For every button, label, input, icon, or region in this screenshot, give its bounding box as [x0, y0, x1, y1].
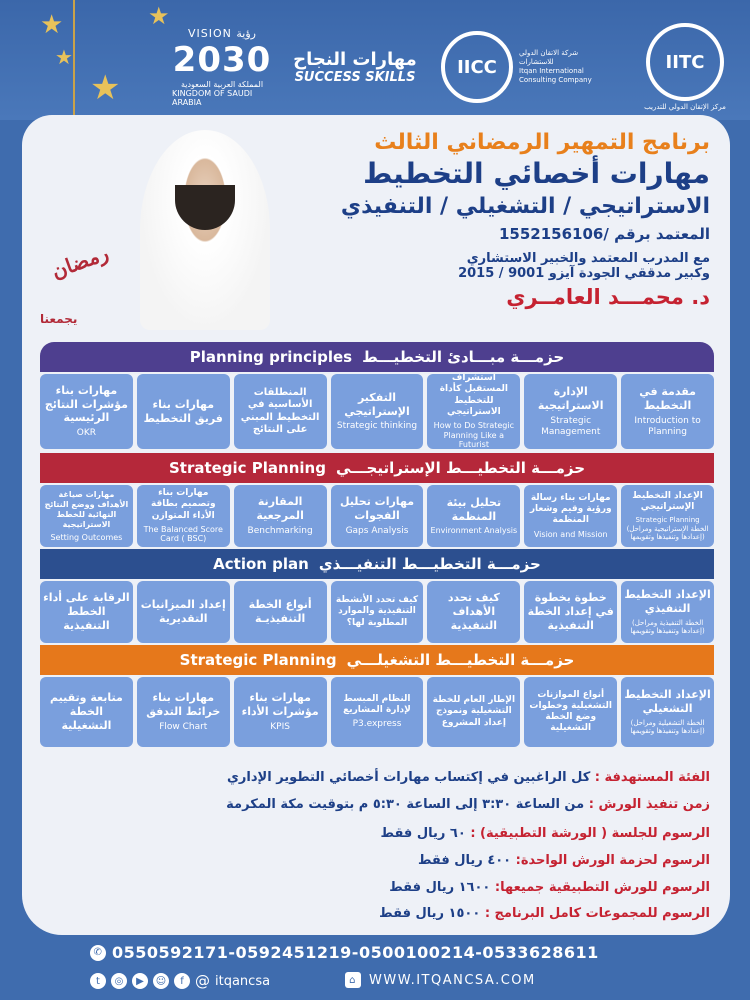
card-title-ar: الإطار العام للخطة التشغيلية ونموذج إعداد المشروع	[432, 695, 516, 728]
card-title-en: Flow Chart	[159, 721, 208, 732]
info-target	[70, 770, 710, 785]
card[interactable]	[427, 485, 520, 547]
info-time	[70, 797, 710, 812]
star-icon: ★	[90, 68, 121, 108]
star-icon: ★	[40, 10, 64, 40]
card[interactable]	[40, 485, 133, 547]
instagram-icon[interactable]: ◎	[111, 973, 127, 989]
card-title-ar: مهارات بناء وتصميم بطاقة الأداء المتوازن	[150, 488, 216, 521]
trainer-qualification: وكبير مدققي الجودة آيزو 9001 / 2015	[458, 266, 710, 281]
section-title-ar: حزمـــة التخطيـــط الإستراتيجـــي	[335, 459, 586, 477]
card-title-ar: أنواع الخطة التنفيذيـة	[248, 598, 312, 625]
card[interactable]	[524, 677, 617, 747]
card[interactable]	[524, 581, 617, 643]
ramadan-calligraphy: رمضان	[48, 240, 112, 284]
section-title-en: Strategic Planning	[179, 651, 337, 669]
section-title-en: Strategic Planning	[168, 459, 326, 477]
card[interactable]	[427, 374, 520, 449]
iitc-logo	[640, 22, 730, 112]
card-title-ar: خطوة بخطوة في إعداد الخطة التنفيذية	[527, 591, 614, 632]
card-title-ar: الإعداد التخطيط التنفيذي	[624, 588, 711, 616]
info-value: ٤٠٠ ريال فقط	[417, 853, 516, 868]
card-title-en: Setting Outcomes	[50, 532, 123, 542]
info-value: كل الراغبين في إكتساب مهارات أخصائي التطوير الإداري	[227, 770, 595, 785]
section-title-ar: حزمـــة التخطيـــط التشغيلـــي	[346, 651, 575, 669]
iitc-name-ar: مركز الإتقان الدولي للتدريب	[644, 103, 726, 111]
card-title-ar: مهارات تحليل الفجوات	[339, 495, 415, 523]
card-title-en: (الخطة التشغيلية ومراحل إعدادها وتنفيذها وتقويمها)	[630, 718, 705, 736]
section-title-ar: حزمـــة التخطيـــط التنفيـــذي	[318, 555, 541, 573]
info-value: ٦٠ ريال فقط	[380, 826, 471, 841]
info-fee-package	[70, 853, 710, 868]
card-title-en: P3.express	[352, 719, 402, 730]
lantern-string	[73, 0, 75, 118]
card-title-ar: مهارات بناء رسالة ورؤية وقيم وشعار المنظمة	[529, 492, 612, 526]
section-title-ar: حزمـــة مبـــادئ التخطيـــط	[362, 348, 565, 366]
card[interactable]	[524, 485, 617, 547]
card-title-en: Strategic thinking	[336, 421, 418, 432]
iicc-emblem: IICC	[441, 31, 513, 103]
info-label: الرسوم للمجموعات كامل البرنامج :	[484, 906, 710, 921]
section-title-en: Planning principles	[189, 348, 353, 366]
info-label: الفئة المستهدفة :	[594, 770, 710, 785]
section-bar-principles	[40, 342, 714, 372]
card[interactable]	[621, 374, 714, 449]
card-title-ar: متابعة وتقييم الخطة التشغيلية	[50, 691, 123, 732]
card[interactable]	[234, 677, 327, 747]
card[interactable]	[331, 485, 424, 547]
iicc-name-en: Itqan International Consulting Company	[519, 67, 592, 85]
twitter-icon[interactable]: t	[90, 973, 106, 989]
success-skills-en: SUCCESS SKILLS	[294, 70, 416, 85]
info-value: ١٥٠٠ ريال فقط	[379, 906, 485, 921]
program-name: برنامج التمهير الرمضاني الثالث	[374, 130, 710, 155]
card-title-ar: المنطلقات الأساسية في التخطيط المبني على النتائج	[240, 386, 320, 435]
vision-label: VISION رؤية	[188, 27, 256, 40]
vision-year: 2030	[172, 40, 272, 80]
card-title-ar: إعداد الميزانيات التقديرية	[140, 598, 226, 625]
card[interactable]	[621, 485, 714, 547]
card-title-ar: تحليل بيئة المنظمة	[446, 495, 502, 523]
card[interactable]	[137, 581, 230, 643]
card[interactable]	[427, 677, 520, 747]
card-title-ar: مهارات صياغة الأهداف ووضع النتائج النهائية للخطط الاستراتيجية	[44, 489, 129, 529]
card-title-en: OKR	[76, 428, 97, 439]
card-title-ar: كيف تحدد الأهداف التنفيذية	[447, 591, 500, 632]
cards-row-strategic	[40, 485, 714, 547]
card-title-ar: الرقابة على أداء الخطط التنفيذية	[43, 591, 130, 632]
vision-2030-logo	[172, 22, 272, 112]
card-title-ar: مهارات بناء فريق التخطيط	[143, 397, 223, 425]
card-title-ar: أنواع الموازنات التشغيلية وخطوات وضع الخطة التشغيلية	[529, 689, 613, 734]
card-title-en: Introduction to Planning	[634, 415, 701, 437]
section-title-en: Action plan	[213, 555, 309, 573]
trainer-photo	[140, 130, 270, 330]
card-title-en: How to Do Strategic Planning Like a Futurist	[433, 421, 515, 449]
website-link[interactable]: WWW.ITQANCSA.COM	[369, 972, 536, 988]
info-value: ١٦٠٠ ريال فقط	[389, 880, 495, 895]
success-skills-logo	[280, 22, 430, 112]
info-fee-session	[70, 826, 710, 841]
card-title-en: Benchmarking	[247, 525, 313, 536]
card-title-ar: الإدارة الاستراتيجية	[537, 385, 604, 413]
social-handles	[90, 972, 270, 990]
card[interactable]	[234, 485, 327, 547]
phone-list[interactable]: 0550592171-0592451219-0500100214-0533628611	[112, 943, 599, 962]
card[interactable]	[137, 374, 230, 449]
card-title-en: The Balanced Score Card ( BSC)	[143, 524, 223, 544]
accreditation-number: المعتمد برقم /1552156106	[499, 225, 710, 243]
card-title-en: Strategic Planning (الخطة الإستراتيجية ومراحل إعدادها وتنفيذها وتقويمها)	[626, 516, 709, 541]
youtube-icon[interactable]: ▶	[132, 973, 148, 989]
card[interactable]	[40, 677, 133, 747]
program-title: مهارات أخصائي التخطيط	[363, 157, 710, 190]
iicc-name-ar: شركة الاتقان الدولي للاستشارات	[519, 48, 579, 66]
cards-row-principles	[40, 374, 714, 449]
info-fee-all	[70, 880, 710, 895]
at-icon: @	[195, 972, 210, 990]
card-title-en: (الخطة التنفيذية ومراحل إعدادها وتنفيذها وتقويمها)	[630, 618, 705, 636]
card-title-en: Environment Analysis	[430, 526, 518, 536]
program-subtitle: الاستراتيجي / التشغيلي / التنفيذي	[340, 194, 710, 219]
card-title-en: Vision and Mission	[533, 529, 608, 539]
card-title-ar: مهارات بناء مؤشرات الأداء	[241, 691, 319, 719]
info-label: الرسوم للجلسة ( الورشة التطبيقية) :	[470, 826, 710, 841]
card-title-ar: الإعداد التخطيط الإستراتيجي	[632, 490, 703, 512]
program-titles	[280, 130, 710, 309]
card[interactable]	[621, 677, 714, 747]
card-title-ar: مهارات بناء خرائط التدفق	[146, 691, 221, 719]
phone-numbers	[90, 943, 599, 962]
card-title-en: Strategic Management	[541, 415, 601, 437]
footer	[0, 935, 750, 1000]
iitc-emblem: IITC	[646, 23, 724, 101]
card[interactable]	[524, 374, 617, 449]
card[interactable]	[137, 485, 230, 547]
vision-country-ar: المملكة العربية السعودية	[180, 80, 264, 89]
section-bar-strategic	[40, 453, 714, 483]
card[interactable]	[331, 374, 424, 449]
card[interactable]	[137, 677, 230, 747]
card[interactable]	[331, 677, 424, 747]
card-title-ar: النظام المبسط لإدارة المشاريع	[343, 693, 411, 716]
vision-country-en: KINGDOM OF SAUDI ARABIA	[172, 89, 253, 107]
info-fee-groups	[70, 906, 710, 921]
card-title-ar: الإعداد التخطيط التشغيلي	[624, 688, 711, 716]
info-label: الرسوم لحزمة الورش الواحدة:	[515, 853, 710, 868]
card-title-ar: المقارنة المرجعية	[256, 495, 304, 523]
cards-row-action	[40, 581, 714, 643]
card-title-ar: مهارات بناء مؤشرات النتائج الرئيسية	[44, 383, 128, 425]
card[interactable]	[40, 581, 133, 643]
card-title-ar: استشراف المستقبل كأداة للتخطيط الاستراتيجي	[439, 374, 508, 417]
trainer-description: مع المدرب المعتمد والخبير الاستشاري	[466, 251, 710, 266]
card-title-ar: كيف تحدد الأنشطة التنفيذية والموارد المطلوبة لها؟	[335, 595, 419, 628]
card-title-en: Gaps Analysis	[345, 525, 409, 536]
website	[345, 972, 536, 988]
snapchat-icon[interactable]: ☺	[153, 973, 169, 989]
card[interactable]	[621, 581, 714, 643]
web-icon: ⌂	[345, 972, 361, 988]
star-icon: ★	[55, 45, 73, 69]
card[interactable]	[427, 581, 520, 643]
card[interactable]	[331, 581, 424, 643]
iicc-logo	[440, 22, 600, 112]
card-title-en: KPIS	[270, 721, 290, 732]
card[interactable]	[234, 581, 327, 643]
facebook-icon[interactable]: f	[174, 973, 190, 989]
section-bar-action	[40, 549, 714, 579]
card-title-ar: التفكير الإستراتيجي	[344, 390, 410, 418]
card[interactable]	[40, 374, 133, 449]
social-handle[interactable]: itqancsa	[215, 973, 271, 989]
ramadan-sub: يجمعنا	[40, 312, 78, 326]
star-icon: ★	[148, 2, 170, 30]
card[interactable]	[234, 374, 327, 449]
info-label: الرسوم للورش التطبيقية جميعها:	[494, 880, 710, 895]
card-title-ar: مقدمة في التخطيط	[639, 385, 696, 413]
success-skills-ar: مهارات النجاح	[293, 49, 417, 70]
cards-row-operational	[40, 677, 714, 747]
section-bar-operational	[40, 645, 714, 675]
info-value: من الساعة ٣:٣٠ إلى الساعة ٥:٣٠ م بتوقيت مكة المكرمة	[226, 797, 589, 812]
whatsapp-icon: ✆	[90, 945, 106, 961]
info-label: زمن تنفيذ الورش :	[588, 797, 710, 812]
trainer-name: د. محمـــد العامــري	[506, 285, 710, 309]
